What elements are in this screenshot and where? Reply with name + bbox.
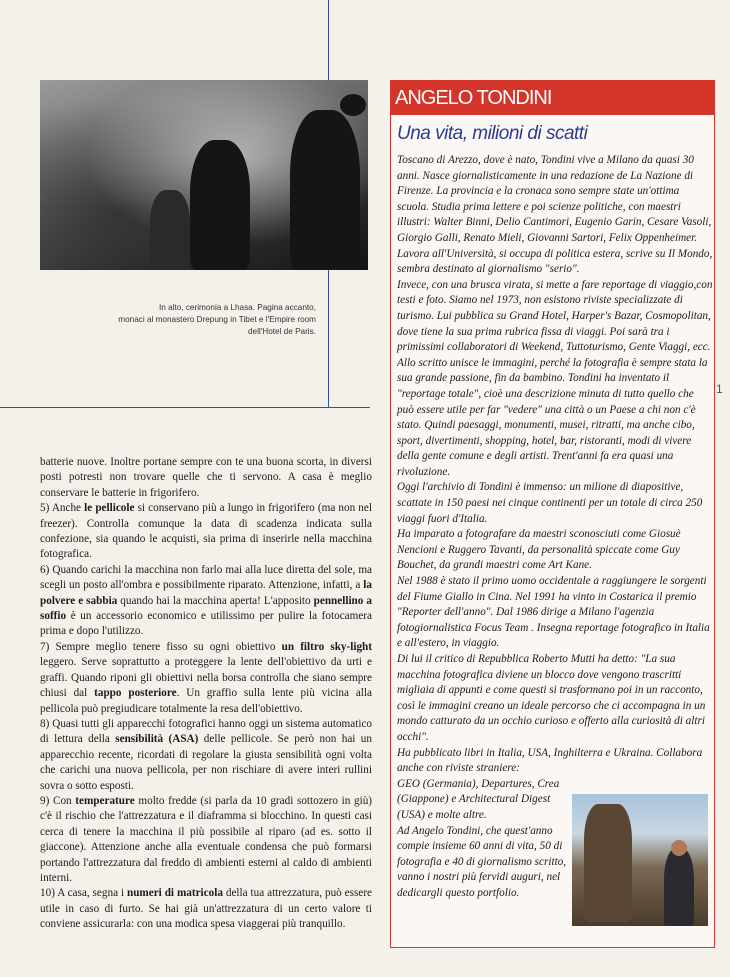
photo-caption: [70, 302, 316, 339]
sidebar-text: [397, 153, 713, 902]
photographer-figure: [664, 848, 694, 926]
tip-paragraph-7: 7) Sempre meglio tenere fisso su ogni obiettivo un filtro sky-light leggero. Serve soprattutto a proteggere la lente dell'obiettivo da urti e graffi. Quando riponi gli obiettivi nella borsa controlla che siano sempre chiusi dal tappo posteriore. Un graffio sulla lente più vicina alla pellicola può pregiudicare totalmente la resa dell'obiettivo.: [40, 640, 372, 715]
tip-paragraph-4-end: batterie nuove. Inoltre portane sempre con te una buona scorta, in diversi posti potresti non trovare quelle che ti servono. A casa è meglio conservare le batterie in frigorifero.: [40, 456, 372, 499]
tip-paragraph-8: 8) Quasi tutti gli apparecchi fotografici hanno oggi un sistema automatico di lettura della sensibilità (ASA) delle pellicole. Se però non hai un apparecchio recente, ricordati di regolare la giusta sensibilità ogni volta che carichi una nuova pellicola, per non rischiare di avere interi rullini sovra o sotto esposti.: [40, 717, 372, 792]
bio-paragraph-2: Lavora all'Università, si occupa di politica estera, scrive su Il Mondo, sembra destinato al giornalismo "serio".: [397, 247, 713, 276]
tips-body-text: [40, 455, 372, 933]
bio-paragraph-8b: GEO (Germania), Departures, Crea (Giappone) e Architectural Digest (USA) e molte altre.: [397, 777, 560, 821]
blue-horizontal-rule: [0, 407, 370, 408]
page-edge-mark: 1: [716, 382, 723, 396]
bio-paragraph-7: Di lui il critico di Repubblica Roberto Mutti ha detto: "La sua macchina fotografica diviene un blocco dove vengono trascritti migliaia di appunti e come questi si trasformano poi in un racconto, così le immagini creano un ideale percorso che ci accompagna in un mondo catturato da un occhio curioso e offerto alla curiosità di altri occhi".: [397, 653, 706, 743]
photographer-head: [671, 840, 687, 856]
caption-line-3: dell'Hotel de Paris.: [247, 327, 316, 337]
tip-paragraph-9: 9) Con temperature molto fredde (si parla da 10 gradi sottozero in giù) c'è il rischio che l'attrezzatura e il diaframma si blocchino. In questi casi cerca di tenere la macchina il più possibile al riparo (ad es. sotto il giaccone). Attenzione anche alla eventuale condensa che può formarsi portando l'attrezzatura dal freddo di ambienti esterni al caldo di ambienti interni.: [40, 794, 373, 884]
bio-paragraph-6: Nel 1988 è stato il primo uomo occidentale a raggiungere le sorgenti del Fiume Giallo in Cina. Nel 1991 ha vinto in Costarica il premio "Reporter dell'anno". Dal 1986 dirige a Milano l'agenzia fotogiornalistica Focus Team . Insegna reportage fotografico in Italia e all'estero, in viaggio.: [397, 575, 710, 650]
tip-paragraph-6: 6) Quando carichi la macchina non farlo mai alla luce diretta del sole, ma scegli un posto all'ombra e possibilmente riparato. Attenzione, infatti, a la polvere e sabbia quando hai la macchina aperta! L'apposito pennellino a soffio è un accessorio economico e utilissimo per pulire la fotocamera prima e dopo l'utilizzo.: [40, 563, 372, 638]
bio-paragraph-4: Oggi l'archivio di Tondini è immenso: un milione di diapositive, scattate in 150 paesi nei cinque continenti per un totale di circa 250 viaggi fuori d'Italia.: [397, 481, 703, 525]
caption-line-1: In alto, cerimonia a Lhasa. Pagina accanto,: [158, 303, 316, 312]
bio-paragraph-5: Ha imparato a fotografare da maestri sconosciuti come Giosuè Nencioni e Ruggero Tavanti, da personalità spiccate come Guy Bouchet, da grandi maestri come Art Kane.: [397, 528, 681, 572]
tip-paragraph-10: 10) A casa, segna i numeri di matricola della tua attrezzatura, può essere utile in caso di furto. Se hai già un'attrezzatura di un certo valore ti conviene assicurarla: con una modica spesa viaggerai più tranquillo.: [40, 887, 373, 931]
moai-statue-shape: [584, 804, 632, 922]
bio-paragraph-3: Invece, con una brusca virata, si mette a fare reportage di viaggio,con testi e foto. Siamo nel 1973, non esistono riviste specializzate di turismo. Lui pubblica su Grand Hotel, Harper's Bazar, Cosmopolitan, dove tiene la sua prima rubrica fissa di viaggi. Poi sarà tra i primissimi collaboratori di Weekend, Tuttoturismo, Gente Viaggi, ecc. Allo scritto unisce le immagini, perché la fotografia è sempre stata la sua grande passione, fin da bambino. Tondini ha inventato il "reportage totale", cioè una descrizione minuta di tutto quello che può essere utile per far "vedere" una città o un Paese a chi non c'è stato. Quindi paesaggi, monumenti, musei, ritratti, ma anche cibo, sport, divertimenti, shopping, hotel, bar, ristoranti, modi di vivere della gente comune e degli artisti. Trent'anni fa era quasi una rivoluzione.: [397, 278, 713, 478]
caption-line-2: monaci al monastero Drepung in Tibet e l'Empire room: [118, 315, 316, 325]
tip-paragraph-5: 5) Anche le pellicole si conservano più a lungo in frigorifero (ma non nel freezer). Controlla comunque la data di scadenza indicata sulla confezione, sia quando le acquisti, sia prima di inserirle nella macchina fotografica.: [40, 502, 372, 561]
sidebar-header: ANGELO TONDINI: [391, 81, 714, 115]
bio-paragraph-9: Ad Angelo Tondini, che quest'anno compie insieme 60 anni di vita, 50 di fotografia e 40 di giornalismo scritto, vanno i nostri più fervidi auguri, nel dedicargli questo portfolio.: [397, 824, 567, 899]
photographer-portrait-photo: [572, 794, 708, 926]
lhasa-ceremony-photo: [40, 80, 368, 270]
bio-paragraph-1: Toscano di Arezzo, dove è nato, Tondini vive a Milano da quasi 30 anni. Nasce giornalisticamente in una redazione de La Nazione di Firenze. La provincia e la cronaca sono sempre state un'ottima scuola. Studia prima lettere e poi scienze politiche, con maestri illustri: Walter Binni, Delio Cantimori, Eugenio Garin, Cesare Vasoli, Giorgio Galli, Renato Mieli, Giovanni Sartori, Felix Oppenheimer.: [397, 154, 712, 244]
bio-paragraph-8a: Ha pubblicato libri in Italia, USA, Inghilterra e Ukraina. Collabora anche con riviste straniere:: [397, 746, 703, 775]
sidebar-title: Una vita, milioni di scatti: [397, 123, 588, 144]
